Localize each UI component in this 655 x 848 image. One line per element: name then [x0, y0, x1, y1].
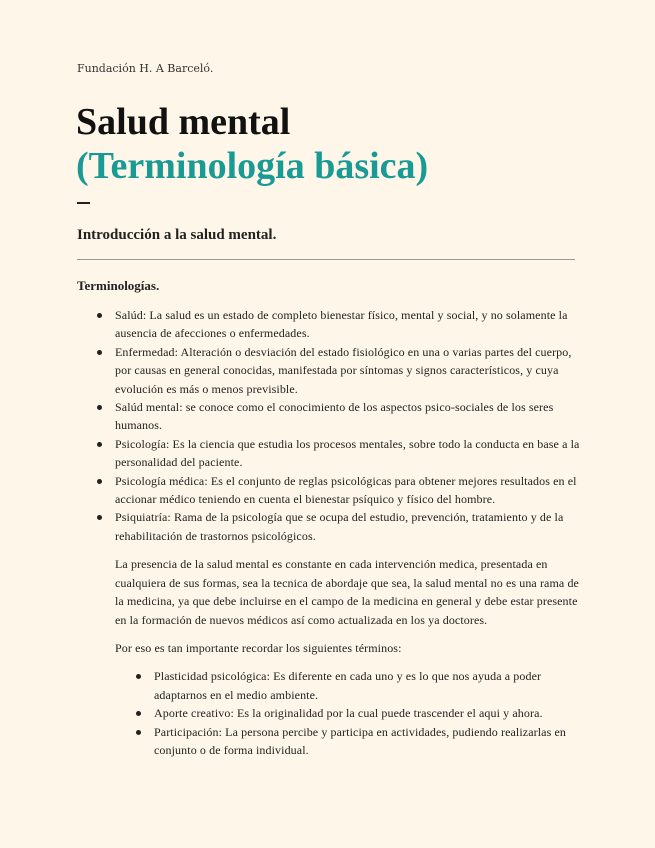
title-dash-divider [77, 202, 90, 204]
list-item: Enfermedad: Alteración o desviación del estado fisiológico en una o varias partes del cuerpo, por causas en general conocidas, manifestada por síntomas y signos característicos, y cuya evolución es más o menos previsible. [77, 343, 582, 398]
section-subtitle: Introducción a la salud mental. [77, 227, 277, 243]
title-line-1: Salud mental [76, 101, 291, 143]
subterms-list [77, 667, 582, 759]
section-heading: Terminologías. [77, 278, 160, 293]
list-item: Salúd mental: se conoce como el conocimiento de los aspectos psico-sociales de los seres humanos. [77, 398, 582, 435]
horizontal-rule [77, 259, 575, 260]
list-item: Aporte creativo: Es la originalidad por la cual puede trascender el aqui y ahora. [77, 704, 582, 722]
terms-list [77, 306, 582, 545]
page-title [76, 100, 428, 188]
list-item: Plasticidad psicológica: Es diferente en cada uno y es lo que nos ayuda a poder adaptarnos en el medio ambiente. [77, 667, 582, 704]
paragraph-intro-terms: Por eso es tan importante recordar los siguientes términos: [115, 640, 402, 655]
organization-name: Fundación H. A Barceló. [77, 62, 214, 75]
paragraph-presence: La presencia de la salud mental es constante en cada intervención medica, presentada en cualquiera de sus formas, sea la tecnica de abordaje que sea, la salud mental no es una rama de la medicina, ya que debe incluirse en el campo de la medicina en general y debe estar presente en la formación de nuevos médicos así como actualizada en los ya doctores. [115, 557, 579, 627]
title-line-2: (Terminología básica) [76, 145, 429, 187]
list-item: Psiquiatría: Rama de la psicología que se ocupa del estudio, prevención, tratamiento y de la rehabilitación de trastornos psicológicos. [77, 508, 582, 545]
list-item: Psicología: Es la ciencia que estudia los procesos mentales, sobre todo la conducta en base a la personalidad del paciente. [77, 435, 582, 472]
list-item: Psicología médica: Es el conjunto de reglas psicológicas para obtener mejores resultados en el accionar médico teniendo en cuenta el bienestar psíquico y físico del hombre. [77, 472, 582, 509]
body-content [77, 306, 582, 759]
list-item: Salúd: La salud es un estado de completo bienestar físico, mental y social, y no solamente la ausencia de afecciones o enfermedades. [77, 306, 582, 343]
list-item: Participación: La persona percibe y participa en actividades, pudiendo realizarlas en conjunto o de forma individual. [77, 723, 582, 760]
